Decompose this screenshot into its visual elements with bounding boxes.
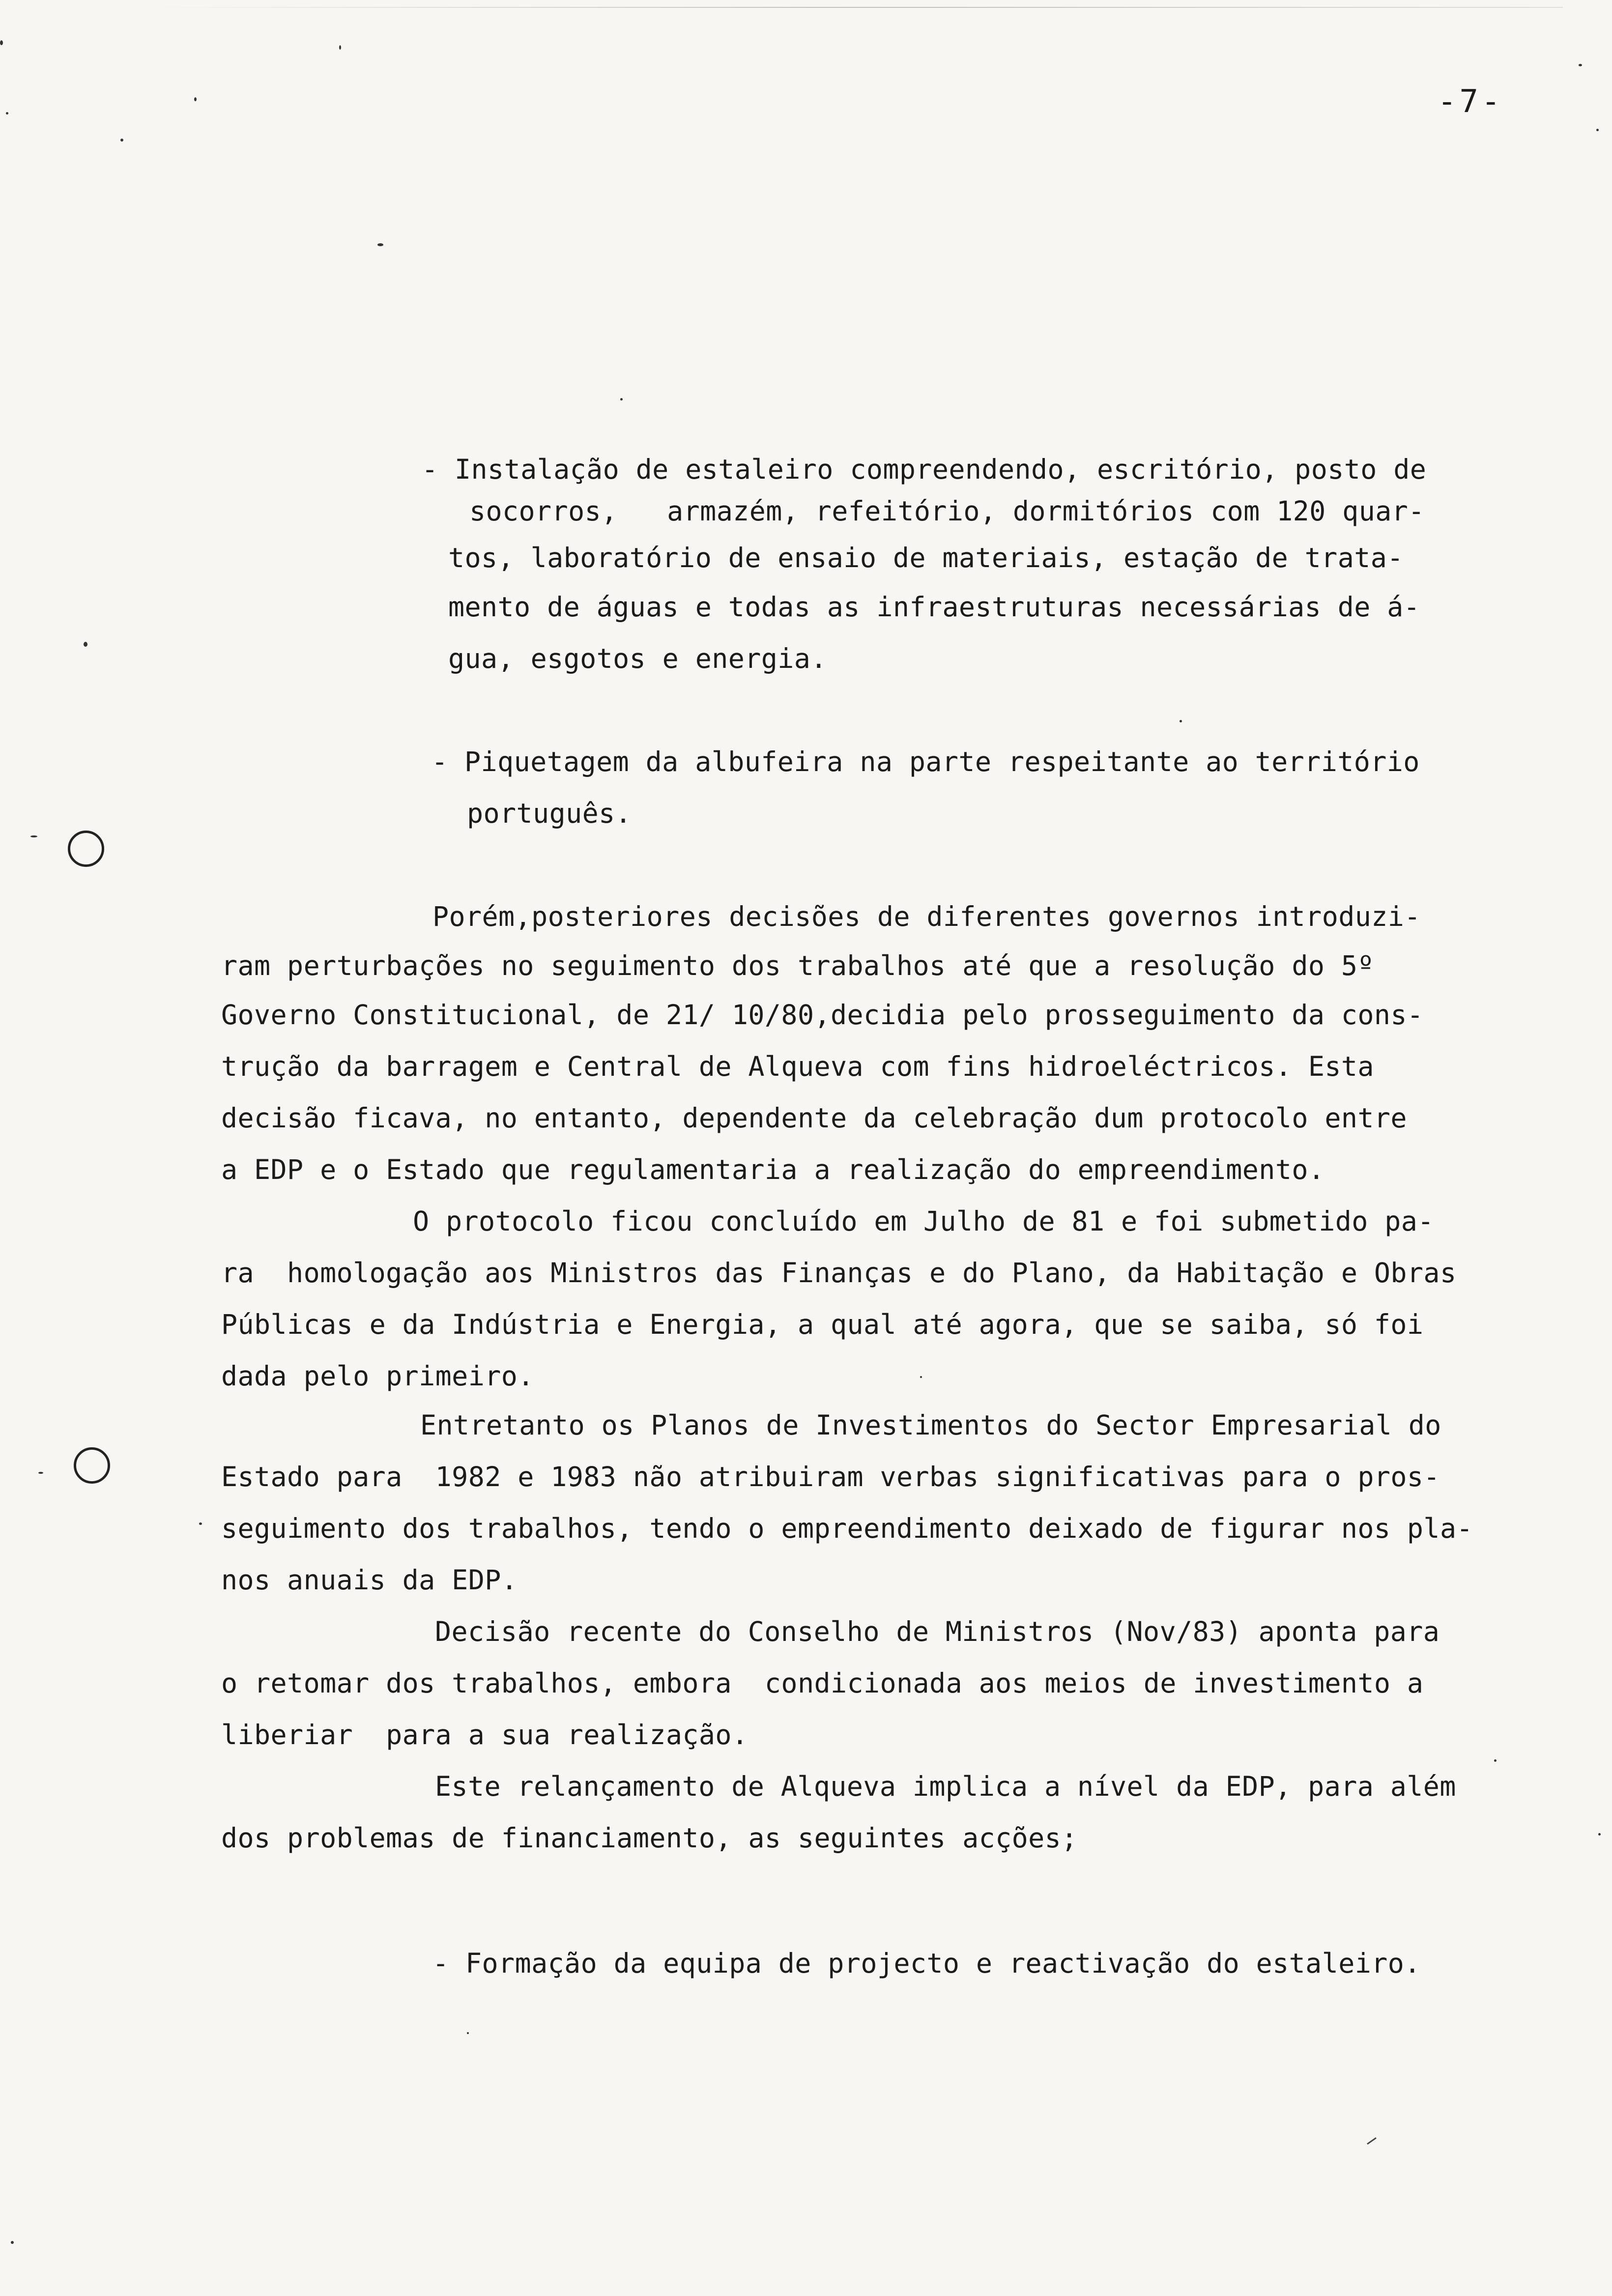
pen-mark [1367,2137,1377,2145]
text-line: Porém,posteriores decisões de diferentes governos introduzi- [432,901,1421,932]
scan-speck [11,2241,14,2244]
page-number: -7- [1438,84,1503,120]
text-line: - Formação da equipa de projecto e reactivação do estaleiro. [432,1948,1421,1979]
scan-speck [377,243,383,246]
scan-speck [1180,720,1182,722]
scan-speck [199,1522,202,1525]
text-line: Governo Constitucional, de 21/ 10/80,decidia pelo prosseguimento da cons- [221,999,1424,1031]
text-line: português. [467,798,632,829]
scan-edge-line [147,7,1563,8]
scan-speck [1598,1833,1601,1836]
scan-speck [84,642,87,647]
scan-speck [30,835,37,837]
text-line: dada pelo primeiro. [221,1360,534,1392]
scan-speck [1579,64,1582,66]
text-line: a EDP e o Estado que regulamentaria a realização do empreendimento. [221,1154,1325,1185]
text-line: dos problemas de financiamento, as seguintes acções; [221,1822,1078,1854]
text-line: Decisão recente do Conselho de Ministros (Nov/83) aponta para [435,1616,1440,1647]
scan-speck [467,2032,469,2034]
text-line: o retomar dos trabalhos, embora condicionada aos meios de investimento a [221,1667,1424,1699]
text-line: mento de águas e todas as infraestruturas necessárias de á- [448,591,1420,623]
text-line: - Piquetagem da albufeira na parte respeitante ao território [432,746,1420,777]
hole-punch-upper [68,831,104,867]
text-line: seguimento dos trabalhos, tendo o empreendimento deixado de figurar nos pla- [221,1513,1473,1544]
text-line: nos anuais da EDP. [221,1564,518,1596]
scan-speck [620,398,623,401]
scan-speck [920,1376,922,1378]
text-line: Este relançamento de Alqueva implica a nível da EDP, para além [435,1771,1456,1802]
text-line: trução da barragem e Central de Alqueva com fins hidroeléctricos. Esta [221,1051,1374,1082]
scan-speck [1494,1759,1497,1762]
text-line: Estado para 1982 e 1983 não atribuiram verbas significativas para o pros- [221,1461,1440,1492]
text-line: tos, laboratório de ensaio de materiais, estação de trata- [448,542,1404,574]
scan-speck [1596,129,1599,131]
text-line: ram perturbações no seguimento dos trabalhos até que a resolução do 5º [221,950,1374,981]
scan-speck [339,45,341,50]
scan-speck [194,97,197,101]
text-line: ra homologação aos Ministros das Finanças e do Plano, da Habitação e Obras [221,1257,1457,1289]
text-line: gua, esgotos e energia. [448,643,827,674]
scan-speck [6,112,8,115]
text-line: liberiar para a sua realização. [221,1719,748,1751]
text-line: O protocolo ficou concluído em Julho de 81 e foi submetido pa- [413,1205,1434,1237]
scan-speck [0,40,3,45]
hole-punch-lower [74,1447,110,1484]
text-line: Públicas e da Indústria e Energia, a qual até agora, que se saiba, só foi [221,1309,1424,1340]
text-line: Entretanto os Planos de Investimentos do Sector Empresarial do [420,1409,1441,1441]
text-line: - Instalação de estaleiro compreendendo, escritório, posto de [422,454,1427,485]
scan-speck [120,139,123,142]
text-line: decisão ficava, no entanto, dependente da celebração dum protocolo entre [221,1102,1407,1134]
text-line: socorros, armazém, refeitório, dormitórios com 120 quar- [469,495,1425,527]
scan-speck [38,1472,43,1474]
